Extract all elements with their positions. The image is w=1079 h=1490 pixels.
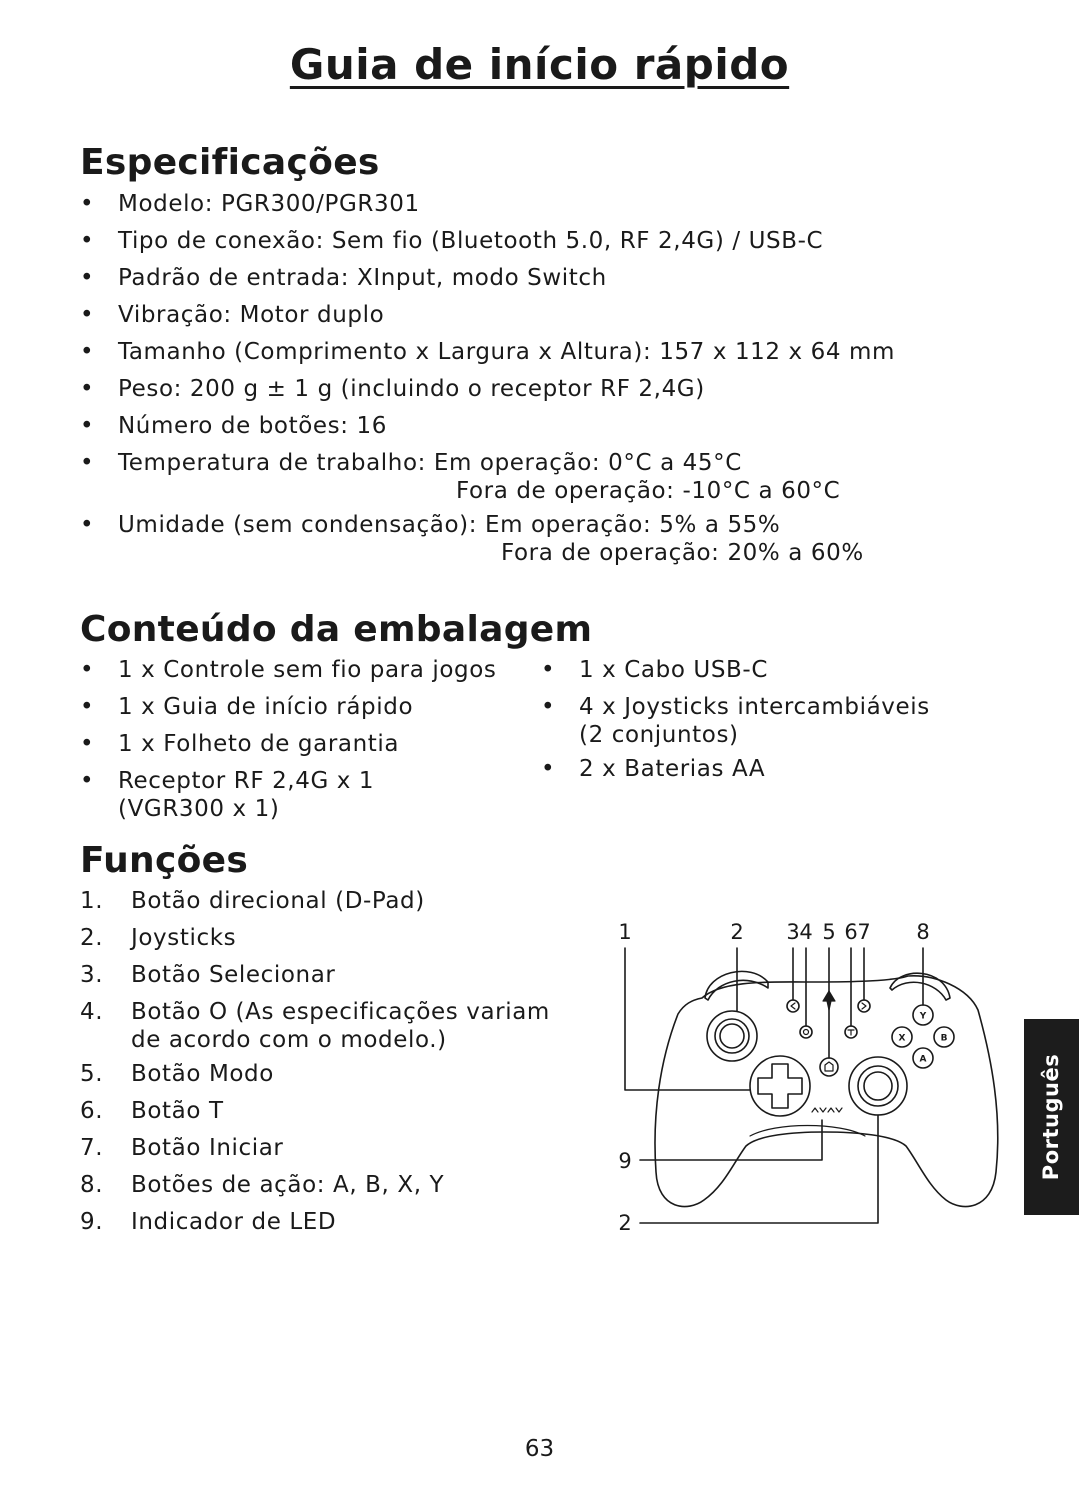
mode-glyph (825, 1062, 833, 1071)
spec-item: • Padrão de entrada: XInput, modo Switch (80, 260, 980, 297)
spec-item: • Temperatura de trabalho: Em operação: 0°C a 45°C (80, 445, 980, 482)
package-item: • 4 x Joysticks intercambiáveis (2 conjuntos) (541, 689, 981, 751)
function-item: 9. Indicador de LED (80, 1209, 337, 1235)
function-item: 8. Botões de ação: A, B, X, Y (80, 1172, 445, 1198)
start-glyph (862, 1003, 866, 1009)
package-item: • 1 x Controle sem fio para jogos (80, 652, 520, 689)
package-item: • Receptor RF 2,4G x 1 (VGR300 x 1) (80, 763, 520, 825)
package-item: • 1 x Guia de início rápido (80, 689, 520, 726)
package-item: • 1 x Cabo USB-C (541, 652, 981, 689)
function-item: 4. Botão O (As especificações variam de acordo com o modelo.) (80, 999, 550, 1053)
language-tab (1024, 1019, 1079, 1215)
language-tab-label: Português (1039, 1053, 1064, 1181)
callout-number: 2 (618, 1211, 632, 1235)
start-button (858, 1000, 870, 1012)
callout-number: 7 (857, 920, 871, 944)
callout-number: 5 (822, 920, 836, 944)
specs-list (80, 186, 980, 569)
functions-heading: Funções (80, 840, 249, 881)
callout-number: 9 (618, 1149, 632, 1173)
spec-item: • Número de botões: 16 (80, 408, 980, 445)
page-number: 63 (524, 1436, 555, 1462)
t-glyph (848, 1030, 854, 1035)
controller-illustration (600, 910, 1010, 1240)
spec-item: • Umidade (sem condensação): Em operação: 5% a 55% (80, 507, 980, 544)
package-list-left (80, 652, 520, 825)
x-button-label: X (898, 1033, 906, 1044)
callout-number: 6 (844, 920, 858, 944)
function-item: 2. Joysticks (80, 925, 237, 951)
package-item: • 2 x Baterias AA (541, 751, 981, 788)
function-item: 6. Botão T (80, 1098, 224, 1124)
callout-number: 1 (618, 920, 632, 944)
spec-item-continuation: Fora de operação: 20% a 60% (501, 540, 864, 566)
package-item: • 1 x Folheto de garantia (80, 726, 520, 763)
b-button-label: B (940, 1033, 948, 1044)
controller-body (655, 976, 998, 1207)
spec-item: • Tipo de conexão: Sem fio (Bluetooth 5.0, RF 2,4G) / USB-C (80, 223, 980, 260)
specs-heading: Especificações (80, 142, 380, 183)
select-glyph (791, 1003, 795, 1009)
spec-item: • Vibração: Motor duplo (80, 297, 980, 334)
predator-logo (823, 991, 835, 1010)
function-item: 1. Botão direcional (D-Pad) (80, 888, 425, 914)
a-button-label: A (919, 1054, 927, 1065)
callout-number: 4 (799, 920, 813, 944)
package-list-right (541, 652, 981, 788)
callout-number: 3 (786, 920, 800, 944)
select-button (787, 1000, 799, 1012)
functions-list (80, 883, 590, 1241)
spec-item: • Tamanho (Comprimento x Largura x Altura): 157 x 112 x 64 mm (80, 334, 980, 371)
function-item: 3. Botão Selecionar (80, 962, 336, 988)
controller-diagram (600, 910, 1010, 1240)
mode-button (820, 1058, 838, 1076)
package-heading: Conteúdo da embalagem (80, 609, 593, 650)
o-glyph (804, 1030, 809, 1035)
spec-item: • Modelo: PGR300/PGR301 (80, 186, 980, 223)
callout-line-2-bottom (640, 1115, 878, 1223)
function-item: 7. Botão Iniciar (80, 1135, 284, 1161)
page-title: Guia de início rápido (289, 40, 790, 89)
led-indicator (812, 1108, 842, 1112)
y-button-label: Y (919, 1011, 927, 1022)
spec-item-continuation: Fora de operação: -10°C a 60°C (456, 478, 841, 504)
d-pad (758, 1064, 802, 1108)
spec-item: • Peso: 200 g ± 1 g (incluindo o receptor RF 2,4G) (80, 371, 980, 408)
callout-number: 2 (730, 920, 744, 944)
right-bumper (890, 973, 950, 1000)
function-item: 5. Botão Modo (80, 1061, 274, 1087)
callout-number: 8 (916, 920, 930, 944)
o-button (800, 1026, 812, 1038)
